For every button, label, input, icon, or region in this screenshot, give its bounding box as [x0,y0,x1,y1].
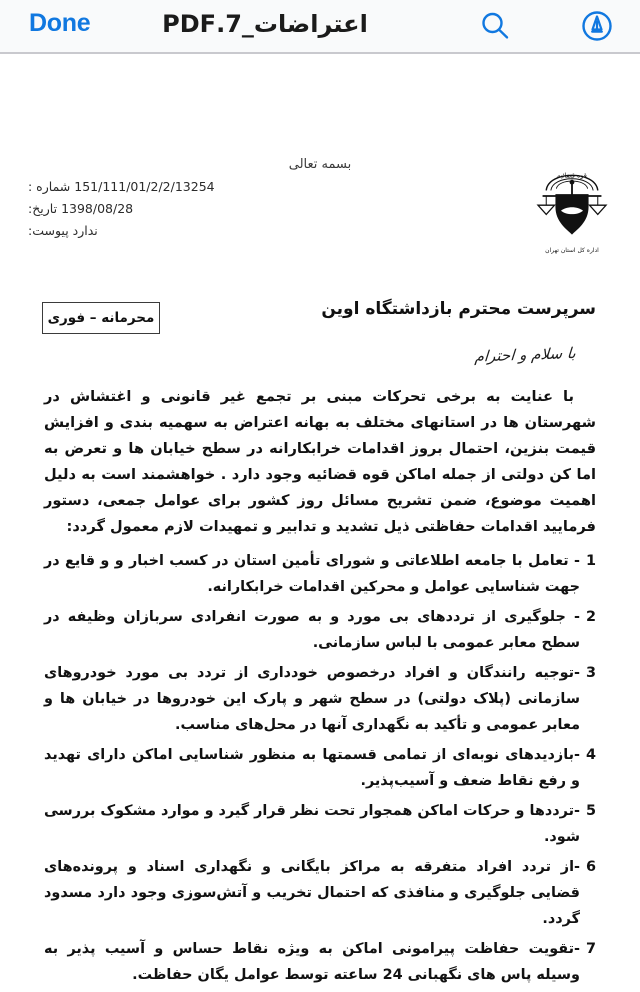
list-item-number: 5 [585,803,596,819]
document-title: اعتراضات_7.PDF [162,10,368,38]
confidential-urgent-box [42,302,160,334]
addressee-line: سرپرست محترم بازداشتگاه اوین [321,299,596,319]
svg-text:قوه قضائیه: قوه قضائیه [557,171,587,180]
meta-number-value: 151/111/01/2/2/13254 [74,179,215,194]
directive-list [44,548,596,988]
list-item-text: -از تردد افراد متفرقه به مراکز بایگانی و نگهداری اسناد و پرونده‌های قضایی جلوگیری و منافذی که احتمال تخریب و آتش‌سوزی وجود دارد مسدود گردد. [44,859,580,927]
list-item-text: -بازدیدهای نوبه‌ای از تمامی قسمتها به منظور شناسایی اماکن دارای تهدید و رفع نقاط ضعف و آسیب‌پذیر. [44,747,580,789]
list-item-number: 1 [585,553,596,569]
list-item-number: 7 [585,941,596,957]
list-item-text: -توجیه رانندگان و افراد درخصوص خودداری از تردد بی مورد خودروهای سازمانی (پلاک دولتی) در سطح شهر و پارک این خودروها در خیابان ها و معابر عمومی و تأکید به نگهداری آنها در محل‌های مناسب. [44,665,580,733]
list-item [44,742,596,794]
document-meta-block [28,176,253,242]
confidential-urgent-label: محرمانه – فوری [47,310,155,326]
body-paragraph: با عنایت به برخی تحرکات مبنی بر تجمع غیر قانونی و اغتشاش در شهرستان ها در استانهای مختلف به بهانه اعتراض به سهمیه بندی و افزایش قیمت بنزین، احتمال بروز اقدامات خرابکارانه در سطح خیابان ها و تعرض به اما کن دولتی از جمله اماکن قوه قضائیه وجود دارد . خواهشمند است به دلیل اهمیت موضوع، ضمن تشریح مسائل روز کشور برای عوامل جمعی، دستور فرمایید اقدامات حفاظتی ذیل تشدید و تدابیر و تمهیدات لازم معمول گردد: [44,388,596,535]
list-item-number: 6 [585,859,596,875]
list-item [44,660,596,738]
list-item-number: 4 [585,747,596,763]
list-item-text: - تعامل با جامعه اطلاعاتی و شورای تأمین استان در کسب اخبار و و قایع در جهت شناسایی عوامل و محرکین اقدامات خرابکارانه. [44,553,580,595]
pdf-page[interactable] [0,54,640,983]
meta-date-label: تاریخ: [28,201,58,216]
list-item [44,798,596,850]
markup-pen-icon[interactable] [580,9,614,43]
meta-row-date [28,198,253,220]
list-item [44,548,596,600]
meta-row-attachment [28,220,253,242]
list-item [44,936,596,988]
list-item [44,604,596,656]
meta-attachment-label: پیوست: [28,223,69,238]
list-item-number: 3 [585,665,596,681]
meta-date-value: 1398/08/28 [61,201,134,216]
list-item-text: -ترددها و حرکات اماکن همجوار تحت نظر قرار گیرد و موارد مشکوک بررسی شود. [44,803,580,845]
document-body [44,384,596,992]
greeting-line: با سلام و احترام [474,344,577,366]
list-item-text: -تقویت حفاظت پیرامونی اماکن به ویژه نقاط حساس و آسیب پذیر به وسیله پاس های نگهبانی 24 ساعته توسط عوامل یگان حفاظت. [44,941,580,983]
search-icon[interactable] [478,9,512,43]
navigation-bar [0,0,640,54]
basmala-heading: بسمه تعالی [288,157,352,172]
list-item-text: - جلوگیری از ترددهای بی مورد و به صورت انفرادی سربازان وظیفه در سطح معابر عمومی با لباس سازمانی. [44,609,580,651]
list-item [44,854,596,932]
meta-number-label: شماره : [28,179,71,194]
judiciary-emblem [520,150,624,258]
emblem-caption: اداره کل استان تهران [545,247,599,254]
meta-row-number [28,176,253,198]
meta-attachment-value: ندارد [72,223,98,238]
done-button[interactable]: Done [29,9,91,37]
list-item-number: 2 [585,609,596,625]
